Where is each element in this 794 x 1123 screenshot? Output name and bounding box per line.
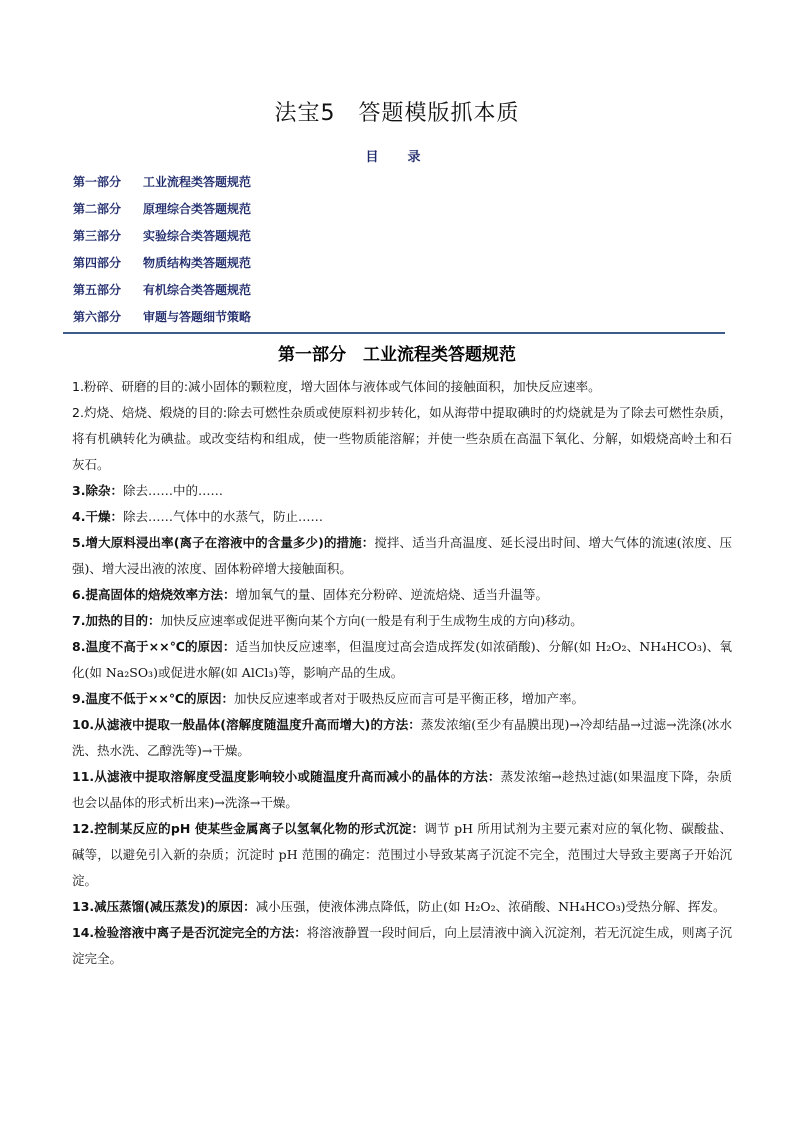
list-item <box>72 608 732 634</box>
list-item <box>72 374 732 400</box>
toc-name: 审题与答题细节策略 <box>143 310 252 324</box>
toc-part: 第四部分 <box>73 256 122 270</box>
list-item <box>72 712 732 764</box>
toc-name: 工业流程类答题规范 <box>143 175 252 189</box>
item-text: 蒸发浓缩(至少有晶膜出现)→冷却结晶→过滤→洗涤(冰水洗、热水洗、乙醇洗等)→干燥。 <box>72 717 732 758</box>
item-label: 2.灼烧、焙烧、煅烧的目的: <box>72 405 228 420</box>
item-label: 4.干燥： <box>72 509 123 524</box>
item-text: 蒸发浓缩→趁热过滤(如果温度下降，杂质也会以晶体的形式析出来)→洗涤→干燥。 <box>72 769 732 810</box>
item-text: 除去……中的…… <box>122 483 223 498</box>
section-title: 第一部分 工业流程类答题规范 <box>278 345 516 365</box>
item-text: 适当加快反应速率，但温度过高会造成挥发(如浓硝酸)、分解(如 H₂O₂、NH₄HCO₃)、氧化(如 Na₂SO₃)或促进水解(如 AlCl₃)等，影响产品的生成。 <box>72 639 732 680</box>
toc-name: 原理综合类答题规范 <box>143 202 252 216</box>
item-text: 搅拌、适当升高温度、延长浸出时间、增大气体的流速(浓度、压强)、增大浸出液的浓度、固体粉碎增大接触面积。 <box>72 535 732 576</box>
item-text: 加快反应速率或促进平衡向某个方向(一般是有利于生成物生成的方向)移动。 <box>160 613 583 628</box>
item-label: 6.提高固体的焙烧效率方法： <box>72 587 236 602</box>
toc-item-3[interactable] <box>73 227 251 254</box>
list-item <box>72 634 732 686</box>
toc-part: 第五部分 <box>73 283 122 297</box>
document-title: 法宝5 答题模版抓本质 <box>274 101 520 126</box>
toc-name: 实验综合类答题规范 <box>143 229 252 243</box>
item-text: 除去可燃性杂质或使原料初步转化，如从海带中提取碘时的灼烧就是为了除去可燃性杂质，将有机碘转化为碘盐。或改变结构和组成，使一些物质能溶解；并使一些杂质在高温下氧化、分解，如煅烧高岭土和石灰石。 <box>72 405 732 472</box>
list-item <box>72 764 732 816</box>
toc-item-1[interactable] <box>73 173 251 200</box>
list-item <box>72 582 732 608</box>
toc-item-2[interactable] <box>73 200 251 227</box>
section-body <box>72 374 732 972</box>
list-item <box>72 920 732 972</box>
list-item <box>72 504 732 530</box>
item-text: 减小固体的颗粒度，增大固体与液体或气体间的接触面积，加快反应速率。 <box>188 379 601 394</box>
item-text: 除去……气体中的水蒸气，防止…… <box>122 509 323 524</box>
toc-item-4[interactable] <box>73 254 251 281</box>
toc-part: 第三部分 <box>73 229 122 243</box>
list-item <box>72 816 732 894</box>
toc-part: 第六部分 <box>73 310 122 324</box>
toc-name: 物质结构类答题规范 <box>143 256 252 270</box>
toc-name: 有机综合类答题规范 <box>143 283 252 297</box>
list-item <box>72 530 732 582</box>
item-label: 8.温度不高于××℃的原因： <box>72 639 236 654</box>
toc-item-6[interactable] <box>73 308 251 335</box>
list-item <box>72 400 732 478</box>
list-item <box>72 478 732 504</box>
item-label: 12.控制某反应的pH 使某些金属离子以氢氧化物的形式沉淀： <box>72 821 425 836</box>
toc-part: 第二部分 <box>73 202 122 216</box>
item-text: 将溶液静置一段时间后，向上层清液中滴入沉淀剂，若无沉淀生成，则离子沉淀完全。 <box>72 925 732 966</box>
item-label: 9.温度不低于××℃的原因： <box>72 691 235 706</box>
item-text: 调节 pH 所用试剂为主要元素对应的氧化物、碳酸盐、碱等，以避免引入新的杂质；沉淀时 pH 范围的确定：范围过小导致某离子沉淀不完全，范围过大导致主要离子开始沉淀。 <box>72 821 732 888</box>
toc-heading: 目 录 <box>365 150 429 165</box>
item-text: 减小压强，使液体沸点降低，防止(如 H₂O₂、浓硝酸、NH₄HCO₃)受热分解、挥发。 <box>255 899 726 914</box>
item-label: 5.增大原料浸出率(离子在溶液中的含量多少)的措施： <box>72 535 375 550</box>
item-label: 1.粉碎、研磨的目的: <box>72 379 189 394</box>
list-item <box>72 894 732 920</box>
item-label: 13.减压蒸馏(减压蒸发)的原因： <box>72 899 256 914</box>
table-of-contents <box>73 173 251 335</box>
list-item <box>72 686 732 712</box>
item-label: 14.检验溶液中离子是否沉淀完全的方法： <box>72 925 307 940</box>
item-text: 加快反应速率或者对于吸热反应而言可是平衡正移，增加产率。 <box>234 691 585 706</box>
item-text: 增加氧气的量、固体充分粉碎、逆流焙烧、适当升温等。 <box>235 587 548 602</box>
item-label: 10.从滤液中提取一般晶体(溶解度随温度升高而增大)的方法： <box>72 717 421 732</box>
item-label: 3.除杂： <box>72 483 123 498</box>
item-label: 11.从滤液中提取溶解度受温度影响较小或随温度升高而减小的晶体的方法： <box>72 769 501 784</box>
toc-part: 第一部分 <box>73 175 122 189</box>
toc-item-5[interactable] <box>73 281 251 308</box>
section-divider <box>63 332 725 334</box>
item-label: 7.加热的目的： <box>72 613 161 628</box>
